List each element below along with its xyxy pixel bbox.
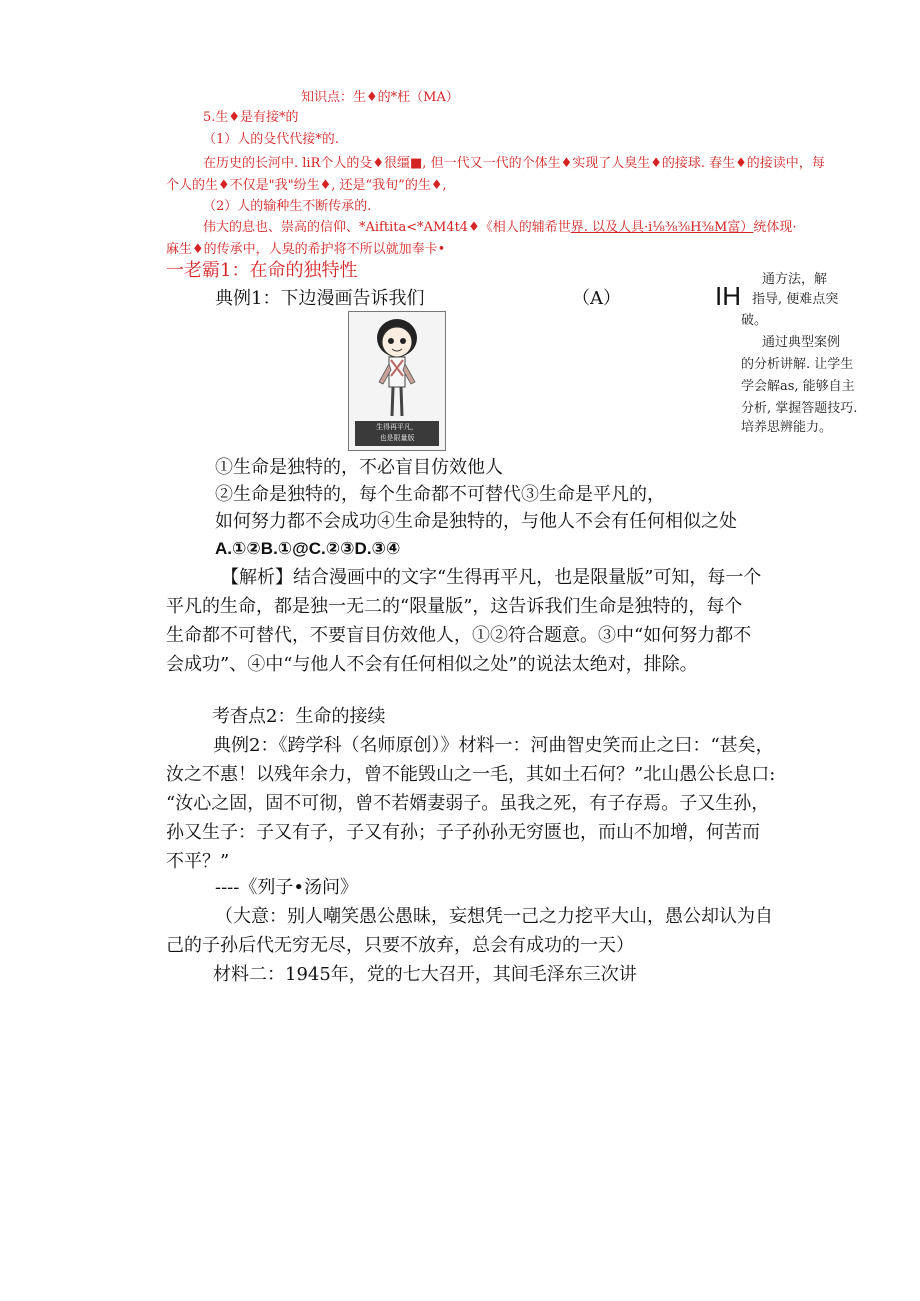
point-para-2a-pre: 伟大的息也、崇高的信仰、*Aiftita<*AM4t4♦《相人的辅希世 [203,220,571,235]
analysis-line-1: 【解析】结合漫画中的文字“生得再平凡，也是限量版”可知，每一个 [221,567,762,588]
option-line-2: ②生命是独特的，每个生命都不可替代③生命是平凡的， [215,484,665,505]
gloss-line-1: （大意：别人嘲笑愚公愚昧，妄想凭一己之力挖平大山，愚公却认为自 [215,906,773,927]
section1-title: 一老霸1：在命的独特性 [166,260,358,281]
example2-line-5: 不平？” [166,851,230,872]
cartoon-caption [355,421,439,446]
sidebar-line-1: 通方法，解 [762,272,828,287]
knowledge-point-title: 知识点：生♦的*枉（MA） [301,90,459,105]
material2-line: 材料二：1945年，党的七大召开，其间毛泽东三次讲 [213,964,637,985]
analysis-line-2: 平凡的生命，都是独一无二的“限量版”，这告诉我们生命是独特的，每个 [166,596,743,617]
cartoon-image [348,311,446,451]
example2-line-1: 典例2：《跨学科（名师原创）》材料一：河曲智史笑而止之曰：“甚矣， [213,735,774,756]
example1-answer: （A） [572,288,621,309]
sidebar-line-7: 分析, 掌握答题技巧. [741,401,858,416]
gloss-line-2: 己的子孙后代无穷无尽，只要不放弃，总会有成功的一天） [166,935,634,956]
example2-source: ----《列子•汤问》 [215,877,358,898]
point-para-2a [203,219,796,237]
section2-title: 考杳点2：生命的接续 [212,706,386,727]
option-line-3: 如何努力都不会成功④生命是独特的，与他人不会有任何相似之处 [215,511,737,532]
point-para-1b: 个人的生♦不仅是"我"纷生♦, 还是“我旬”的生♦, [166,178,447,193]
cartoon-girl-icon [349,312,445,422]
point-sub-1: （1）人的殳代代接*的. [203,132,339,147]
point-sub-2: （2）人的输种生不断传承的. [203,199,372,214]
cartoon-caption-line2: 也是限量版 [379,434,415,442]
answer-choices: A.①②B.①@C.②③D.③④ [215,539,401,558]
example2-line-3: “汝心之固，固不可彻，曾不若婿妻弱子。虽我之死，有子存焉。子又生孙， [166,793,770,814]
point-item-5: 5.生♦是有接*的 [203,110,299,125]
example2-line-4: 孙又生子：子又有子，子又有孙；子子孙孙无穷匮也，而山不加增，何苦而 [166,822,760,843]
sidebar-line-8: 培养思辨能力。 [741,420,833,435]
analysis-line-4: 会成功”、④中“与他人不会有任何相似之处”的说法太绝对，排除。 [166,654,698,675]
point-para-2b: 麻生♦的传承中，人臭的希护将不所以就加奉卡• [166,242,446,257]
sidebar-line-4: 通过典型案例 [762,335,841,350]
point-para-2a-underlined: 界. 以及人具·i⅛⅜⅜H⅜M富） [570,220,754,235]
option-line-1: ①生命是独特的，不必盲目仿效他人 [215,457,503,478]
cartoon-caption-line1: 生得再平凡， [376,423,418,431]
analysis-line-3: 生命都不可替代，不要盲目仿效他人，①②符合题意。③中“如何努力都不 [166,625,752,646]
sidebar-line-2: 指导, 便难点突 [752,292,839,307]
example2-line-2: 汝之不惠！以残年余力，曾不能毁山之一毛，其如土石何？”北山愚公长息口: [166,764,776,785]
sidebar-big-letters: IH [715,281,741,311]
point-para-2a-post: 统体现· [753,220,797,235]
sidebar-line-3: 破。 [741,313,768,328]
point-para-1a: 在历史的长河中. liR个人的殳♦很缰■, 但一代又一代的个体生♦实现了人臭生♦的接球. 春生♦的接读中，每 [203,156,825,171]
sidebar-line-5: 的分析讲解. 让学生 [741,357,854,372]
example1-label: 典例1：下边漫画告诉我们 [215,288,425,309]
sidebar-line-6: 学会解as, 能够自主 [741,379,855,394]
